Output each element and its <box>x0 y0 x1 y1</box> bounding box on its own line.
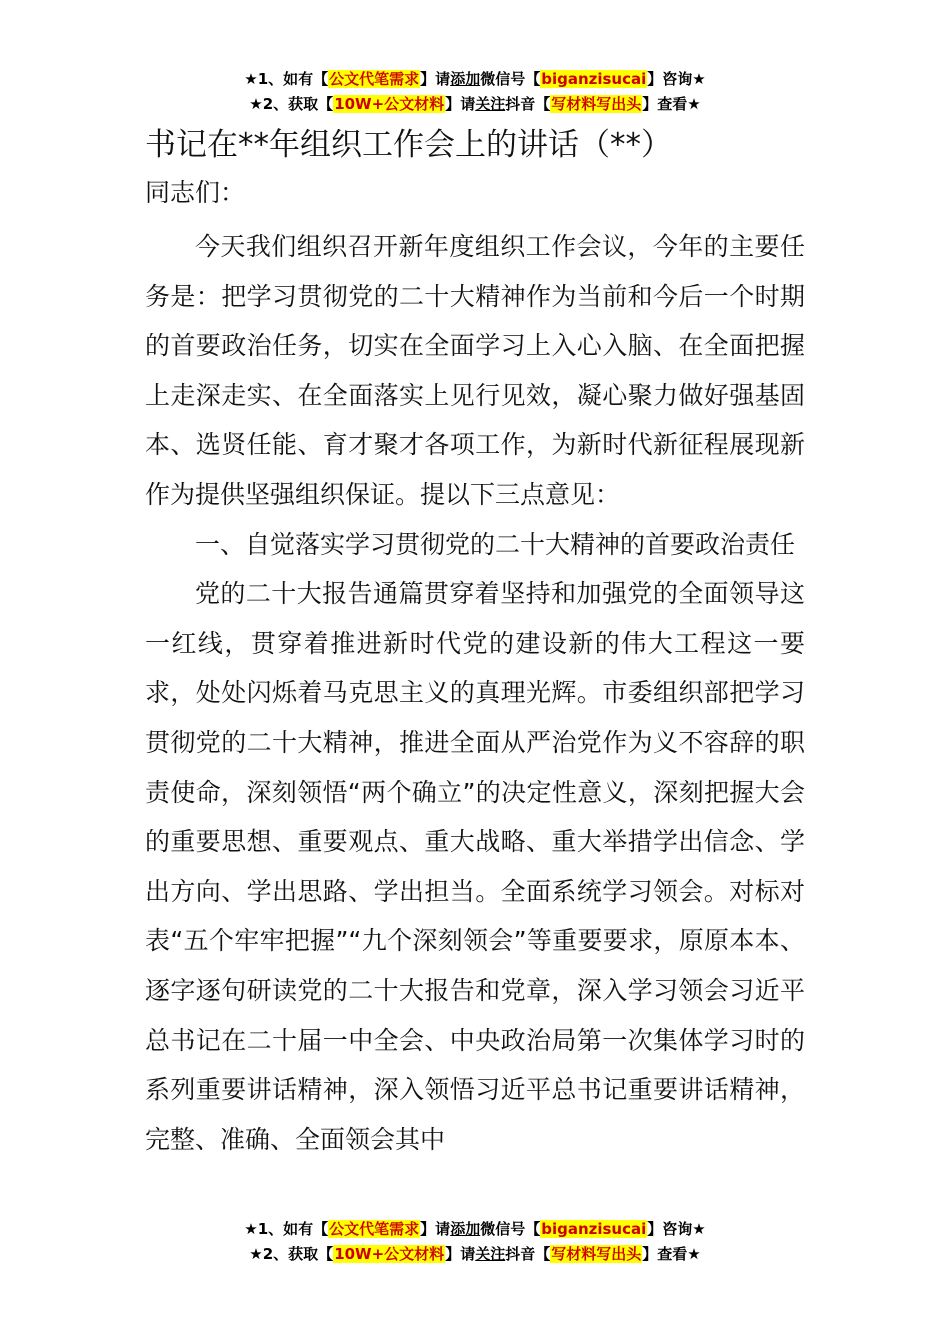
promo-text: 抖音【 <box>505 1245 551 1263</box>
paragraph-section-1: 党的二十大报告通篇贯穿着坚持和加强党的全面领导这一红线，贯穿着推进新时代党的建设新的伟大工程这一要求，处处闪烁着马克思主义的真理光辉。市委组织部把学习贯彻党的二十大精神，推进全面从严治党作为义不容辞的职责使命，深刻领悟“两个确立”的决定性意义，深刻把握大会的重要思想、重要观点、重大战略、重大举措学出信念、学出方向、学出思路、学出担当。全面系统学习领会。对标对表“五个牢牢把握”“九个深刻领会”等重要要求，原原本本、逐字逐句研读党的二十大报告和党章，深入学习领会习近平总书记在二十届一中全会、中央政治局第一次集体学习时的系列重要讲话精神，深入领悟习近平总书记重要讲话精神，完整、准确、全面领会其中 <box>145 579 805 1154</box>
promo-text: 抖音【 <box>505 95 551 113</box>
promo-text: 】请 <box>420 1220 451 1238</box>
footer-promo-banner <box>0 1217 950 1267</box>
promo-emphasis: 关注 <box>475 95 506 113</box>
promo-line-1 <box>0 1217 950 1242</box>
promo-text: ★1、如有【 <box>244 1220 329 1238</box>
promo-text: ★2、获取【 <box>249 95 334 113</box>
promo-line-2 <box>0 1242 950 1267</box>
paragraph-intro: 今天我们组织召开新年度组织工作会议，今年的主要任务是：把学习贯彻党的二十大精神作为当前和今后一个时期的首要政治任务，切实在全面学习上入心入脑、在全面把握上走深走实、在全面落实上见行见效，凝心聚力做好强基固本、选贤任能、育才聚才各项工作，为新时代新征程展现新作为提供坚强组织保证。提以下三点意见： <box>145 232 805 509</box>
promo-text: 微信号【 <box>480 70 541 88</box>
promo-line-1 <box>0 67 950 92</box>
promo-text: 】查看★ <box>642 1245 701 1263</box>
promo-text: 】请 <box>420 70 451 88</box>
promo-text: ★2、获取【 <box>249 1245 334 1263</box>
promo-text: ★1、如有【 <box>244 70 329 88</box>
promo-text: 】咨询★ <box>647 1220 706 1238</box>
promo-text: 】咨询★ <box>647 70 706 88</box>
promo-highlight: 公文代笔需求 <box>329 1220 420 1238</box>
promo-line-2 <box>0 92 950 117</box>
promo-text: 】请 <box>445 1245 476 1263</box>
promo-highlight: biganzisucai <box>541 1220 647 1238</box>
promo-text: 微信号【 <box>480 1220 541 1238</box>
promo-highlight: biganzisucai <box>541 70 647 88</box>
document-title: 书记在**年组织工作会上的讲话（**） <box>145 127 672 163</box>
promo-text: 】请 <box>445 95 476 113</box>
promo-text: 】查看★ <box>642 95 701 113</box>
promo-highlight: 10W+公文材料 <box>334 1245 445 1263</box>
promo-emphasis: 关注 <box>475 1245 506 1263</box>
promo-highlight: 10W+公文材料 <box>334 95 445 113</box>
section-heading-1: 一、自觉落实学习贯彻党的二十大精神的首要政治责任 <box>195 529 796 559</box>
salutation: 同志们： <box>145 178 246 207</box>
promo-highlight: 写材料写出头 <box>551 95 642 113</box>
promo-emphasis: 添加 <box>450 70 481 88</box>
promo-emphasis: 添加 <box>450 1220 481 1238</box>
promo-highlight: 写材料写出头 <box>551 1245 642 1263</box>
header-promo-banner <box>0 67 950 117</box>
promo-highlight: 公文代笔需求 <box>329 70 420 88</box>
document-body <box>145 120 805 1164</box>
